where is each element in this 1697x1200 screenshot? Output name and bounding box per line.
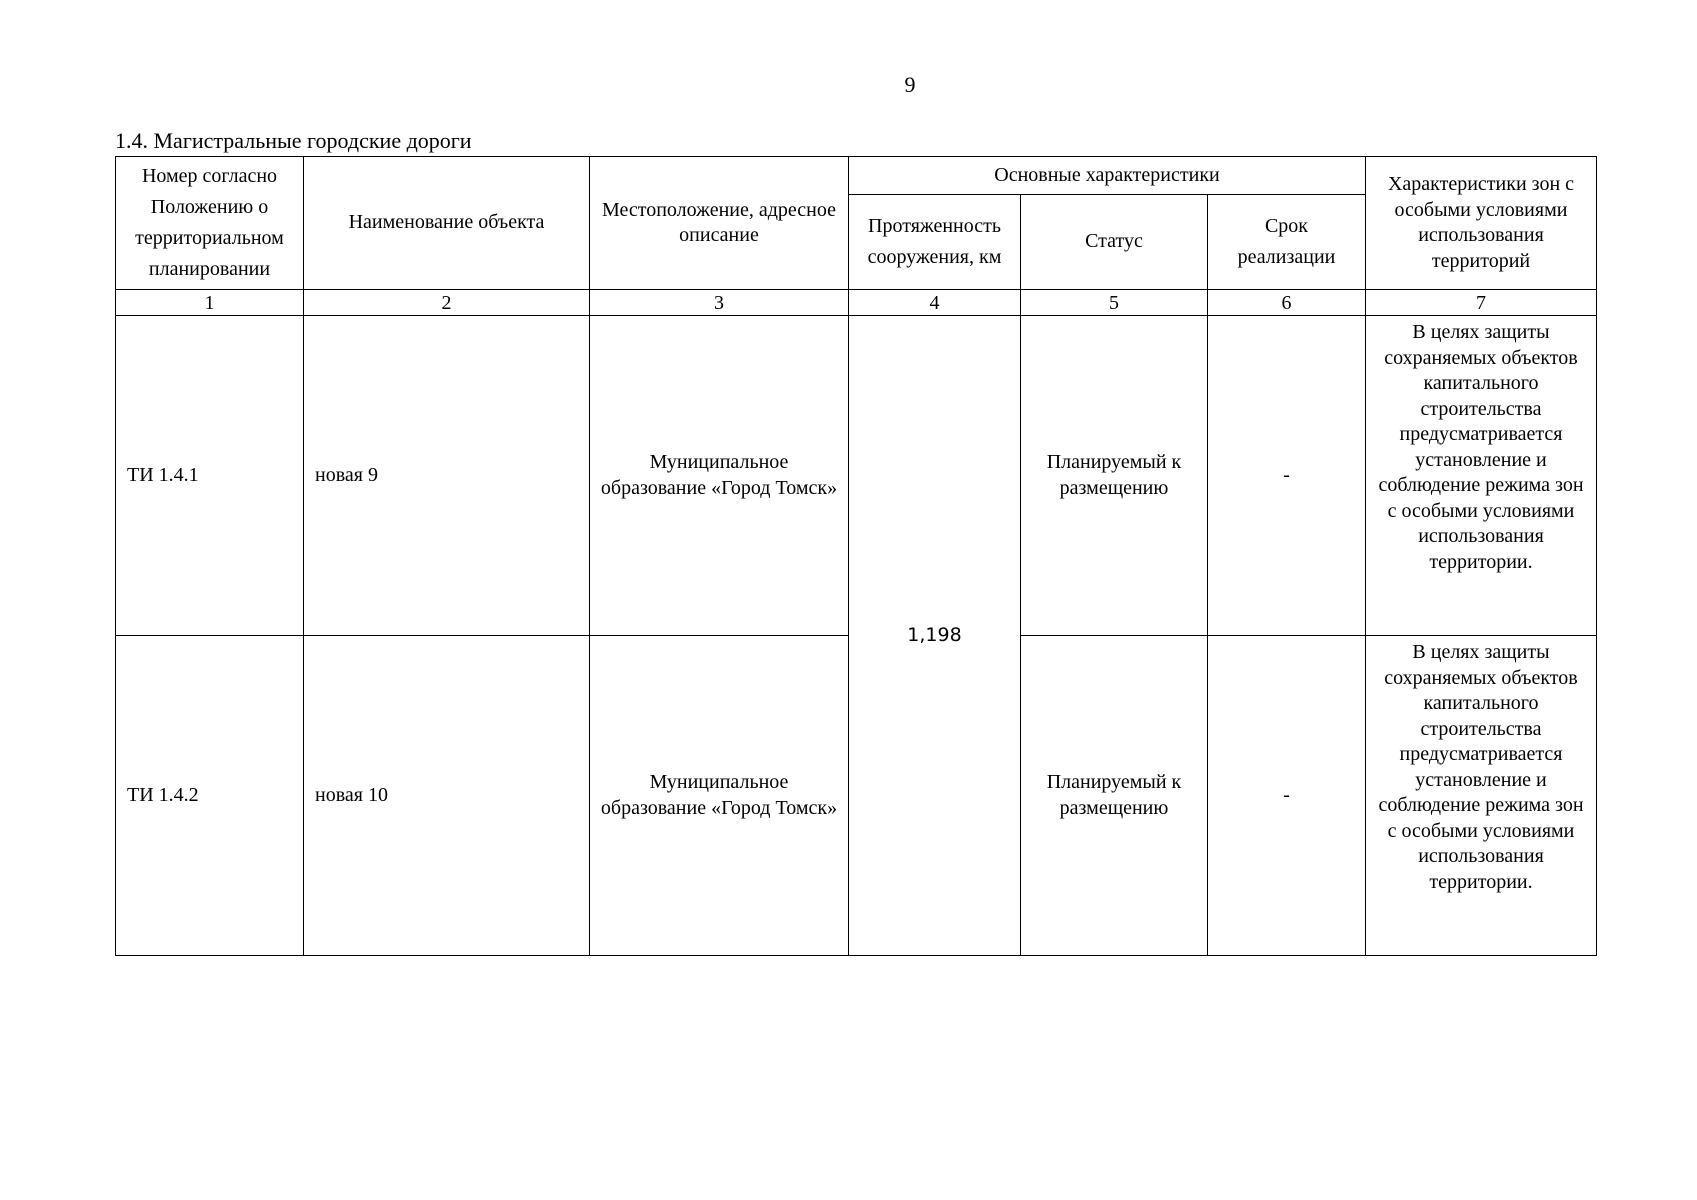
status-cell: Планируемый к размещению [1021, 636, 1208, 956]
object-number-cell: ТИ 1.4.1 [116, 316, 304, 636]
header-main-characteristics: Основные характеристики [849, 157, 1366, 195]
object-number-cell: ТИ 1.4.2 [116, 636, 304, 956]
header-name: Наименование объекта [304, 157, 590, 290]
object-name-cell: новая 10 [304, 636, 590, 956]
section-title: 1.4. Магистральные городские дороги [115, 128, 472, 153]
location-cell: Муниципальное образование «Город Томск» [590, 636, 849, 956]
column-number: 7 [1366, 290, 1597, 316]
table-row [116, 316, 1597, 636]
header-status: Статус [1021, 195, 1208, 290]
object-name-cell: новая 9 [304, 316, 590, 636]
column-number: 6 [1208, 290, 1366, 316]
status-cell: Планируемый к размещению [1021, 316, 1208, 636]
length-cell: 1,198 [849, 316, 1021, 956]
location-cell: Муниципальное образование «Город Томск» [590, 316, 849, 636]
header-length: Протяженность сооружения, км [849, 195, 1021, 290]
column-number-row [116, 290, 1597, 316]
column-number: 4 [849, 290, 1021, 316]
term-cell: - [1208, 636, 1366, 956]
header-zones: Характеристики зон с особыми условиями использования территорий [1366, 157, 1597, 290]
header-location: Местоположение, адресное описание [590, 157, 849, 290]
column-number: 5 [1021, 290, 1208, 316]
roads-table [115, 156, 1597, 956]
column-number: 2 [304, 290, 590, 316]
page-number: 9 [904, 72, 916, 97]
zones-cell: В целях защиты сохраняемых объектов капитального строительства предусматривается установление и соблюдение режима зон с особыми условиями использования территории. [1366, 636, 1597, 956]
column-number: 1 [116, 290, 304, 316]
term-cell: - [1208, 316, 1366, 636]
header-term: Срок реализации [1208, 195, 1366, 290]
header-row [116, 157, 1597, 195]
header-number: Номер согласно Положению о территориальном планировании [116, 157, 304, 290]
column-number: 3 [590, 290, 849, 316]
zones-cell: В целях защиты сохраняемых объектов капитального строительства предусматривается установление и соблюдение режима зон с особыми условиями использования территории. [1366, 316, 1597, 636]
